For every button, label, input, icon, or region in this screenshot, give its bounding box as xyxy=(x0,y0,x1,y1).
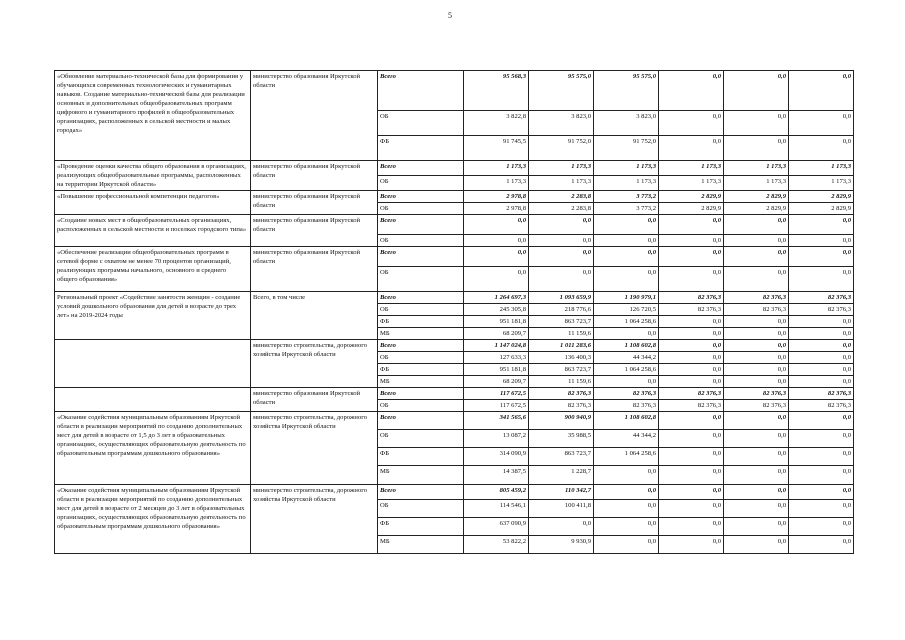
amount-cell: 0,0 xyxy=(594,235,659,247)
amount-cell: 1 173,3 xyxy=(529,176,594,191)
amount-cell: 0,0 xyxy=(724,247,789,267)
amount-cell: 0,0 xyxy=(659,340,724,352)
responsible-org: Всего, в том числе xyxy=(251,292,378,340)
amount-cell: 0,0 xyxy=(789,71,854,111)
table-row xyxy=(55,485,854,500)
amount-cell: 0,0 xyxy=(724,518,789,536)
amount-cell: 0,0 xyxy=(659,352,724,364)
table-row xyxy=(55,340,854,352)
amount-cell: 0,0 xyxy=(789,316,854,328)
amount-cell: 0,0 xyxy=(724,352,789,364)
amount-cell: 0,0 xyxy=(659,328,724,340)
amount-cell: 91 752,0 xyxy=(594,136,659,161)
amount-cell: 82 376,3 xyxy=(659,292,724,304)
amount-cell: 13 087,2 xyxy=(464,430,529,448)
amount-cell: 68 209,7 xyxy=(464,376,529,388)
funding-source: ФБ xyxy=(378,448,464,466)
amount-cell: 1 173,3 xyxy=(659,176,724,191)
amount-cell: 0,0 xyxy=(529,235,594,247)
amount-cell: 0,0 xyxy=(659,412,724,430)
activity-description: «Оказание содействия муниципальным образованиям Иркутской области в реализации мероприятий по созданию дополнительных мест для детей в возрасте от 1,5 до 3 лет в образовательных организациях, осуществляющих образовательную деятельность по образовательным программам дошкольного образования» xyxy=(55,412,251,485)
funding-source: ОБ xyxy=(378,400,464,412)
amount-cell: 82 376,3 xyxy=(659,304,724,316)
amount-cell: 0,0 xyxy=(789,111,854,136)
amount-cell: 0,0 xyxy=(594,328,659,340)
amount-cell: 0,0 xyxy=(724,500,789,518)
funding-source: ОБ xyxy=(378,352,464,364)
funding-source: Всего xyxy=(378,292,464,304)
table-row xyxy=(55,247,854,267)
funding-source: ОБ xyxy=(378,203,464,215)
table-row xyxy=(55,412,854,430)
amount-cell: 1 190 979,1 xyxy=(594,292,659,304)
amount-cell: 1 173,3 xyxy=(724,161,789,176)
amount-cell: 126 720,5 xyxy=(594,304,659,316)
amount-cell: 0,0 xyxy=(789,518,854,536)
responsible-org: министерство образования Иркутской области xyxy=(251,215,378,247)
amount-cell: 0,0 xyxy=(464,267,529,292)
amount-cell: 1 108 602,8 xyxy=(594,340,659,352)
amount-cell: 3 773,2 xyxy=(594,203,659,215)
funding-source: ОБ xyxy=(378,430,464,448)
amount-cell: 0,0 xyxy=(724,376,789,388)
amount-cell: 0,0 xyxy=(594,466,659,485)
amount-cell: 91 752,0 xyxy=(529,136,594,161)
funding-source: МБ xyxy=(378,466,464,485)
funding-source: ОБ xyxy=(378,235,464,247)
table-row xyxy=(55,292,854,304)
amount-cell: 0,0 xyxy=(724,111,789,136)
amount-cell: 82 376,3 xyxy=(529,400,594,412)
amount-cell: 3 823,0 xyxy=(529,111,594,136)
amount-cell: 0,0 xyxy=(789,485,854,500)
amount-cell: 114 546,1 xyxy=(464,500,529,518)
amount-cell: 82 376,3 xyxy=(789,292,854,304)
activity-description xyxy=(55,388,251,412)
funding-source: ОБ xyxy=(378,500,464,518)
activity-description: «Оказание содействия муниципальным образованиям Иркутской области в реализации мероприятий по созданию дополнительных мест для детей в возрасте от 2 месяцев до 3 лет в образовательных организациях, осуществляющих образовательную деятельность по образовательным программам дошкольного образования» xyxy=(55,485,251,554)
amount-cell: 0,0 xyxy=(594,267,659,292)
funding-source: ФБ xyxy=(378,316,464,328)
amount-cell: 2 829,9 xyxy=(789,191,854,203)
amount-cell: 218 776,6 xyxy=(529,304,594,316)
amount-cell: 0,0 xyxy=(529,215,594,235)
amount-cell: 82 376,3 xyxy=(594,388,659,400)
amount-cell: 1 064 258,6 xyxy=(594,364,659,376)
amount-cell: 1 173,3 xyxy=(659,161,724,176)
amount-cell: 1 108 602,8 xyxy=(594,412,659,430)
funding-source: Всего xyxy=(378,388,464,400)
table-row xyxy=(55,191,854,203)
amount-cell: 0,0 xyxy=(789,136,854,161)
activity-description xyxy=(55,340,251,388)
amount-cell: 95 575,0 xyxy=(529,71,594,111)
amount-cell: 0,0 xyxy=(594,536,659,554)
amount-cell: 0,0 xyxy=(659,466,724,485)
amount-cell: 82 376,3 xyxy=(724,388,789,400)
amount-cell: 0,0 xyxy=(789,328,854,340)
funding-source: МБ xyxy=(378,328,464,340)
amount-cell: 0,0 xyxy=(724,466,789,485)
amount-cell: 0,0 xyxy=(594,518,659,536)
amount-cell: 0,0 xyxy=(594,500,659,518)
amount-cell: 2 829,9 xyxy=(724,191,789,203)
activity-description: Региональный проект «Содействие занятости женщин - создание условий дошкольного образования для детей в возрасте до трех лет» на 2019-2024 годы xyxy=(55,292,251,340)
amount-cell: 0,0 xyxy=(789,500,854,518)
amount-cell: 100 411,8 xyxy=(529,500,594,518)
amount-cell: 863 723,7 xyxy=(529,364,594,376)
responsible-org: министерство образования Иркутской области xyxy=(251,161,378,191)
funding-source: Всего xyxy=(378,340,464,352)
amount-cell: 0,0 xyxy=(594,247,659,267)
amount-cell: 2 283,8 xyxy=(529,203,594,215)
funding-source: Всего xyxy=(378,412,464,430)
amount-cell: 0,0 xyxy=(594,485,659,500)
amount-cell: 0,0 xyxy=(594,215,659,235)
funding-source: Всего xyxy=(378,161,464,176)
amount-cell: 0,0 xyxy=(659,364,724,376)
funding-source: ОБ xyxy=(378,267,464,292)
amount-cell: 245 305,8 xyxy=(464,304,529,316)
funding-source: МБ xyxy=(378,376,464,388)
amount-cell: 0,0 xyxy=(659,536,724,554)
responsible-org: министерство образования Иркутской области xyxy=(251,191,378,215)
amount-cell: 0,0 xyxy=(529,247,594,267)
amount-cell: 805 459,2 xyxy=(464,485,529,500)
funding-source: ОБ xyxy=(378,111,464,136)
amount-cell: 0,0 xyxy=(789,364,854,376)
amount-cell: 1 093 659,9 xyxy=(529,292,594,304)
responsible-org: министерство образования Иркутской области xyxy=(251,388,378,412)
funding-source: ФБ xyxy=(378,364,464,376)
funding-source: Всего xyxy=(378,215,464,235)
funding-source: ФБ xyxy=(378,136,464,161)
amount-cell: 35 988,5 xyxy=(529,430,594,448)
amount-cell: 0,0 xyxy=(789,412,854,430)
amount-cell: 82 376,3 xyxy=(659,400,724,412)
amount-cell: 0,0 xyxy=(789,215,854,235)
amount-cell: 2 829,9 xyxy=(724,203,789,215)
amount-cell: 0,0 xyxy=(789,247,854,267)
amount-cell: 0,0 xyxy=(659,71,724,111)
amount-cell: 0,0 xyxy=(724,448,789,466)
amount-cell: 127 633,3 xyxy=(464,352,529,364)
amount-cell: 110 342,7 xyxy=(529,485,594,500)
table-row xyxy=(55,388,854,400)
amount-cell: 1 264 697,3 xyxy=(464,292,529,304)
amount-cell: 0,0 xyxy=(724,485,789,500)
amount-cell: 863 723,7 xyxy=(529,316,594,328)
amount-cell: 0,0 xyxy=(789,466,854,485)
amount-cell: 0,0 xyxy=(789,448,854,466)
activity-description: «Обновление материально-технической базы для формирования у обучающихся современных технологических и гуманитарных навыков. Создание материально-технической базы для реализации основных и дополнительных общеобразовательных программ цифрового и гуманитарного профилей в общеобразовательных организациях, расположенных в сельской местности и малых городах» xyxy=(55,71,251,161)
amount-cell: 1 173,3 xyxy=(724,176,789,191)
amount-cell: 82 376,3 xyxy=(529,388,594,400)
amount-cell: 0,0 xyxy=(789,536,854,554)
table-row xyxy=(55,161,854,176)
amount-cell: 1 173,3 xyxy=(594,161,659,176)
responsible-org: министерство образования Иркутской области xyxy=(251,71,378,161)
amount-cell: 0,0 xyxy=(659,500,724,518)
amount-cell: 1 173,3 xyxy=(464,176,529,191)
amount-cell: 0,0 xyxy=(789,267,854,292)
amount-cell: 1 064 258,6 xyxy=(594,448,659,466)
amount-cell: 1 173,3 xyxy=(529,161,594,176)
amount-cell: 0,0 xyxy=(724,215,789,235)
amount-cell: 3 773,2 xyxy=(594,191,659,203)
amount-cell: 0,0 xyxy=(659,235,724,247)
funding-source: Всего xyxy=(378,71,464,111)
amount-cell: 0,0 xyxy=(789,352,854,364)
amount-cell: 0,0 xyxy=(789,430,854,448)
amount-cell: 2 829,9 xyxy=(659,191,724,203)
amount-cell: 0,0 xyxy=(724,267,789,292)
amount-cell: 0,0 xyxy=(659,316,724,328)
amount-cell: 1 173,3 xyxy=(464,161,529,176)
amount-cell: 3 822,8 xyxy=(464,111,529,136)
amount-cell: 637 090,9 xyxy=(464,518,529,536)
amount-cell: 0,0 xyxy=(659,136,724,161)
amount-cell: 1 173,3 xyxy=(594,176,659,191)
responsible-org: министерство строительства, дорожного хозяйства Иркутской области xyxy=(251,485,378,554)
amount-cell: 0,0 xyxy=(659,111,724,136)
responsible-org: министерство строительства, дорожного хозяйства Иркутской области xyxy=(251,412,378,485)
amount-cell: 2 829,9 xyxy=(659,203,724,215)
amount-cell: 0,0 xyxy=(724,364,789,376)
amount-cell: 0,0 xyxy=(789,376,854,388)
amount-cell: 2 978,8 xyxy=(464,203,529,215)
funding-source: ОБ xyxy=(378,304,464,316)
amount-cell: 341 565,6 xyxy=(464,412,529,430)
amount-cell: 1 173,3 xyxy=(789,176,854,191)
amount-cell: 82 376,3 xyxy=(789,304,854,316)
amount-cell: 0,0 xyxy=(464,235,529,247)
funding-source: МБ xyxy=(378,536,464,554)
amount-cell: 136 400,3 xyxy=(529,352,594,364)
amount-cell: 82 376,3 xyxy=(724,292,789,304)
amount-cell: 0,0 xyxy=(659,215,724,235)
responsible-org: министерство образования Иркутской области xyxy=(251,247,378,292)
amount-cell: 2 978,8 xyxy=(464,191,529,203)
amount-cell: 0,0 xyxy=(464,247,529,267)
amount-cell: 0,0 xyxy=(724,430,789,448)
amount-cell: 2 283,8 xyxy=(529,191,594,203)
amount-cell: 9 930,9 xyxy=(529,536,594,554)
amount-cell: 0,0 xyxy=(594,376,659,388)
amount-cell: 0,0 xyxy=(724,328,789,340)
amount-cell: 82 376,3 xyxy=(724,400,789,412)
amount-cell: 82 376,3 xyxy=(659,388,724,400)
amount-cell: 951 181,8 xyxy=(464,316,529,328)
amount-cell: 951 181,8 xyxy=(464,364,529,376)
budget-table xyxy=(54,70,854,554)
amount-cell: 117 672,5 xyxy=(464,388,529,400)
page-number: 5 xyxy=(448,11,452,20)
amount-cell: 0,0 xyxy=(724,412,789,430)
amount-cell: 82 376,3 xyxy=(724,304,789,316)
amount-cell: 1 173,3 xyxy=(789,161,854,176)
amount-cell: 0,0 xyxy=(529,267,594,292)
amount-cell: 11 159,6 xyxy=(529,328,594,340)
amount-cell: 82 376,3 xyxy=(789,400,854,412)
amount-cell: 0,0 xyxy=(789,340,854,352)
amount-cell: 0,0 xyxy=(724,340,789,352)
amount-cell: 44 344,2 xyxy=(594,352,659,364)
amount-cell: 2 829,9 xyxy=(789,203,854,215)
amount-cell: 0,0 xyxy=(724,235,789,247)
amount-cell: 117 672,5 xyxy=(464,400,529,412)
amount-cell: 0,0 xyxy=(659,376,724,388)
amount-cell: 0,0 xyxy=(659,485,724,500)
amount-cell: 0,0 xyxy=(529,518,594,536)
amount-cell: 0,0 xyxy=(724,136,789,161)
activity-description: «Проведение оценки качества общего образования в организациях, реализующих общеобразовательные программы, расположенных на территории Иркутской области» xyxy=(55,161,251,191)
amount-cell: 82 376,3 xyxy=(594,400,659,412)
amount-cell: 91 745,5 xyxy=(464,136,529,161)
funding-source: ОБ xyxy=(378,176,464,191)
amount-cell: 0,0 xyxy=(659,518,724,536)
amount-cell: 0,0 xyxy=(464,215,529,235)
amount-cell: 53 822,2 xyxy=(464,536,529,554)
amount-cell: 0,0 xyxy=(724,536,789,554)
amount-cell: 1 147 024,8 xyxy=(464,340,529,352)
amount-cell: 900 940,9 xyxy=(529,412,594,430)
table-row xyxy=(55,215,854,235)
amount-cell: 95 575,0 xyxy=(594,71,659,111)
amount-cell: 82 376,3 xyxy=(789,388,854,400)
amount-cell: 0,0 xyxy=(724,71,789,111)
amount-cell: 0,0 xyxy=(659,267,724,292)
activity-description: «Создание новых мест в общеобразовательных организациях, расположенных в сельской местности и поселках городского типа» xyxy=(55,215,251,247)
funding-source: ФБ xyxy=(378,518,464,536)
amount-cell: 863 723,7 xyxy=(529,448,594,466)
activity-description: «Обеспечение реализации общеобразовательных программ в сетевой форме с охватом не менее 70 процентов организаций, реализующих программы начального, основного и среднего общего образования» xyxy=(55,247,251,292)
amount-cell: 1 011 283,6 xyxy=(529,340,594,352)
funding-source: Всего xyxy=(378,485,464,500)
funding-source: Всего xyxy=(378,191,464,203)
amount-cell: 11 159,6 xyxy=(529,376,594,388)
amount-cell: 95 568,3 xyxy=(464,71,529,111)
table-row xyxy=(55,71,854,111)
amount-cell: 1 064 258,6 xyxy=(594,316,659,328)
amount-cell: 1 228,7 xyxy=(529,466,594,485)
activity-description: «Повышение профессиональной компетенции педагогов» xyxy=(55,191,251,215)
amount-cell: 14 387,5 xyxy=(464,466,529,485)
responsible-org: министерство строительства, дорожного хозяйства Иркутской области xyxy=(251,340,378,388)
funding-source: Всего xyxy=(378,247,464,267)
amount-cell: 0,0 xyxy=(789,235,854,247)
amount-cell: 314 090,9 xyxy=(464,448,529,466)
amount-cell: 0,0 xyxy=(659,430,724,448)
amount-cell: 68 209,7 xyxy=(464,328,529,340)
amount-cell: 0,0 xyxy=(659,247,724,267)
amount-cell: 0,0 xyxy=(724,316,789,328)
amount-cell: 44 344,2 xyxy=(594,430,659,448)
amount-cell: 0,0 xyxy=(659,448,724,466)
amount-cell: 3 823,0 xyxy=(594,111,659,136)
